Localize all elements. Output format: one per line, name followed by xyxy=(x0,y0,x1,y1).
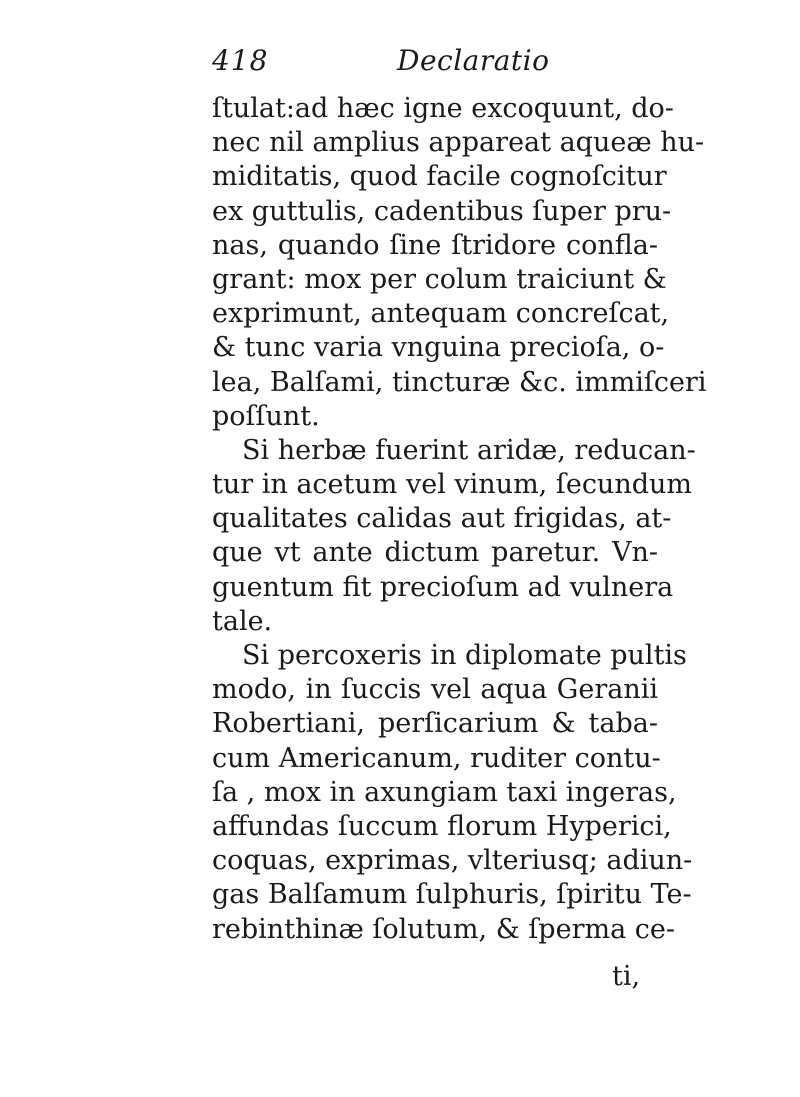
body-text xyxy=(212,92,707,947)
text-line: Si percoxeris in diplomate pultis xyxy=(242,640,687,671)
text-line: tur in acetum vel vinum, ſecundum xyxy=(212,469,692,501)
text-line: tale. xyxy=(212,605,273,637)
text-line: que vt ante dictum paretur. Vn- xyxy=(212,537,658,569)
text-line: Robertiani, perſicarium & taba- xyxy=(212,708,658,740)
page-number: 418 xyxy=(212,44,269,77)
text-line: cum Americanum, ruditer contu- xyxy=(212,742,661,774)
text-line: miditatis, quod facile cognoſcitur xyxy=(212,161,667,193)
text-line: nas, quando ſine ſtridore confla- xyxy=(212,229,658,261)
text-line: ſtulat:ad hæc igne excoquunt, do- xyxy=(212,93,674,124)
running-head: Declaratio xyxy=(397,44,550,77)
text-line: grant: mox per colum traiciunt & xyxy=(212,263,667,295)
text-line: qualitates calidas aut frigidas, at- xyxy=(212,503,672,535)
text-line: guentum fit precioſum ad vulnera xyxy=(212,571,674,603)
text-line: ex guttulis, cadentibus ſuper pru- xyxy=(212,195,672,227)
text-line: poſſunt. xyxy=(212,400,320,432)
text-line: gas Balſamum ſulphuris, ſpiritu Te- xyxy=(212,879,692,911)
text-line: coquas, exprimas, vlteriusq; adiun- xyxy=(212,845,693,877)
catchword: ti, xyxy=(612,961,641,992)
text-line: lea, Balſami, tincturæ &c. immiſceri xyxy=(212,366,707,398)
text-line: Si herbæ fuerint aridæ, reducan- xyxy=(242,434,696,466)
text-line: affundas ſuccum florum Hyperici, xyxy=(212,810,672,842)
text-line: exprimunt, antequam concreſcat, xyxy=(212,298,670,330)
text-line: ſa , mox in axungiam taxi ingeras, xyxy=(212,776,677,808)
text-line: & tunc varia vnguina precioſa, o- xyxy=(212,332,665,364)
text-line: rebinthinæ ſolutum, & ſperma ce- xyxy=(212,913,675,945)
text-line: nec nil amplius appareat aqueæ hu- xyxy=(212,127,705,159)
page-header xyxy=(212,44,652,88)
text-line: modo, in ſuccis vel aqua Geranii xyxy=(212,674,658,706)
